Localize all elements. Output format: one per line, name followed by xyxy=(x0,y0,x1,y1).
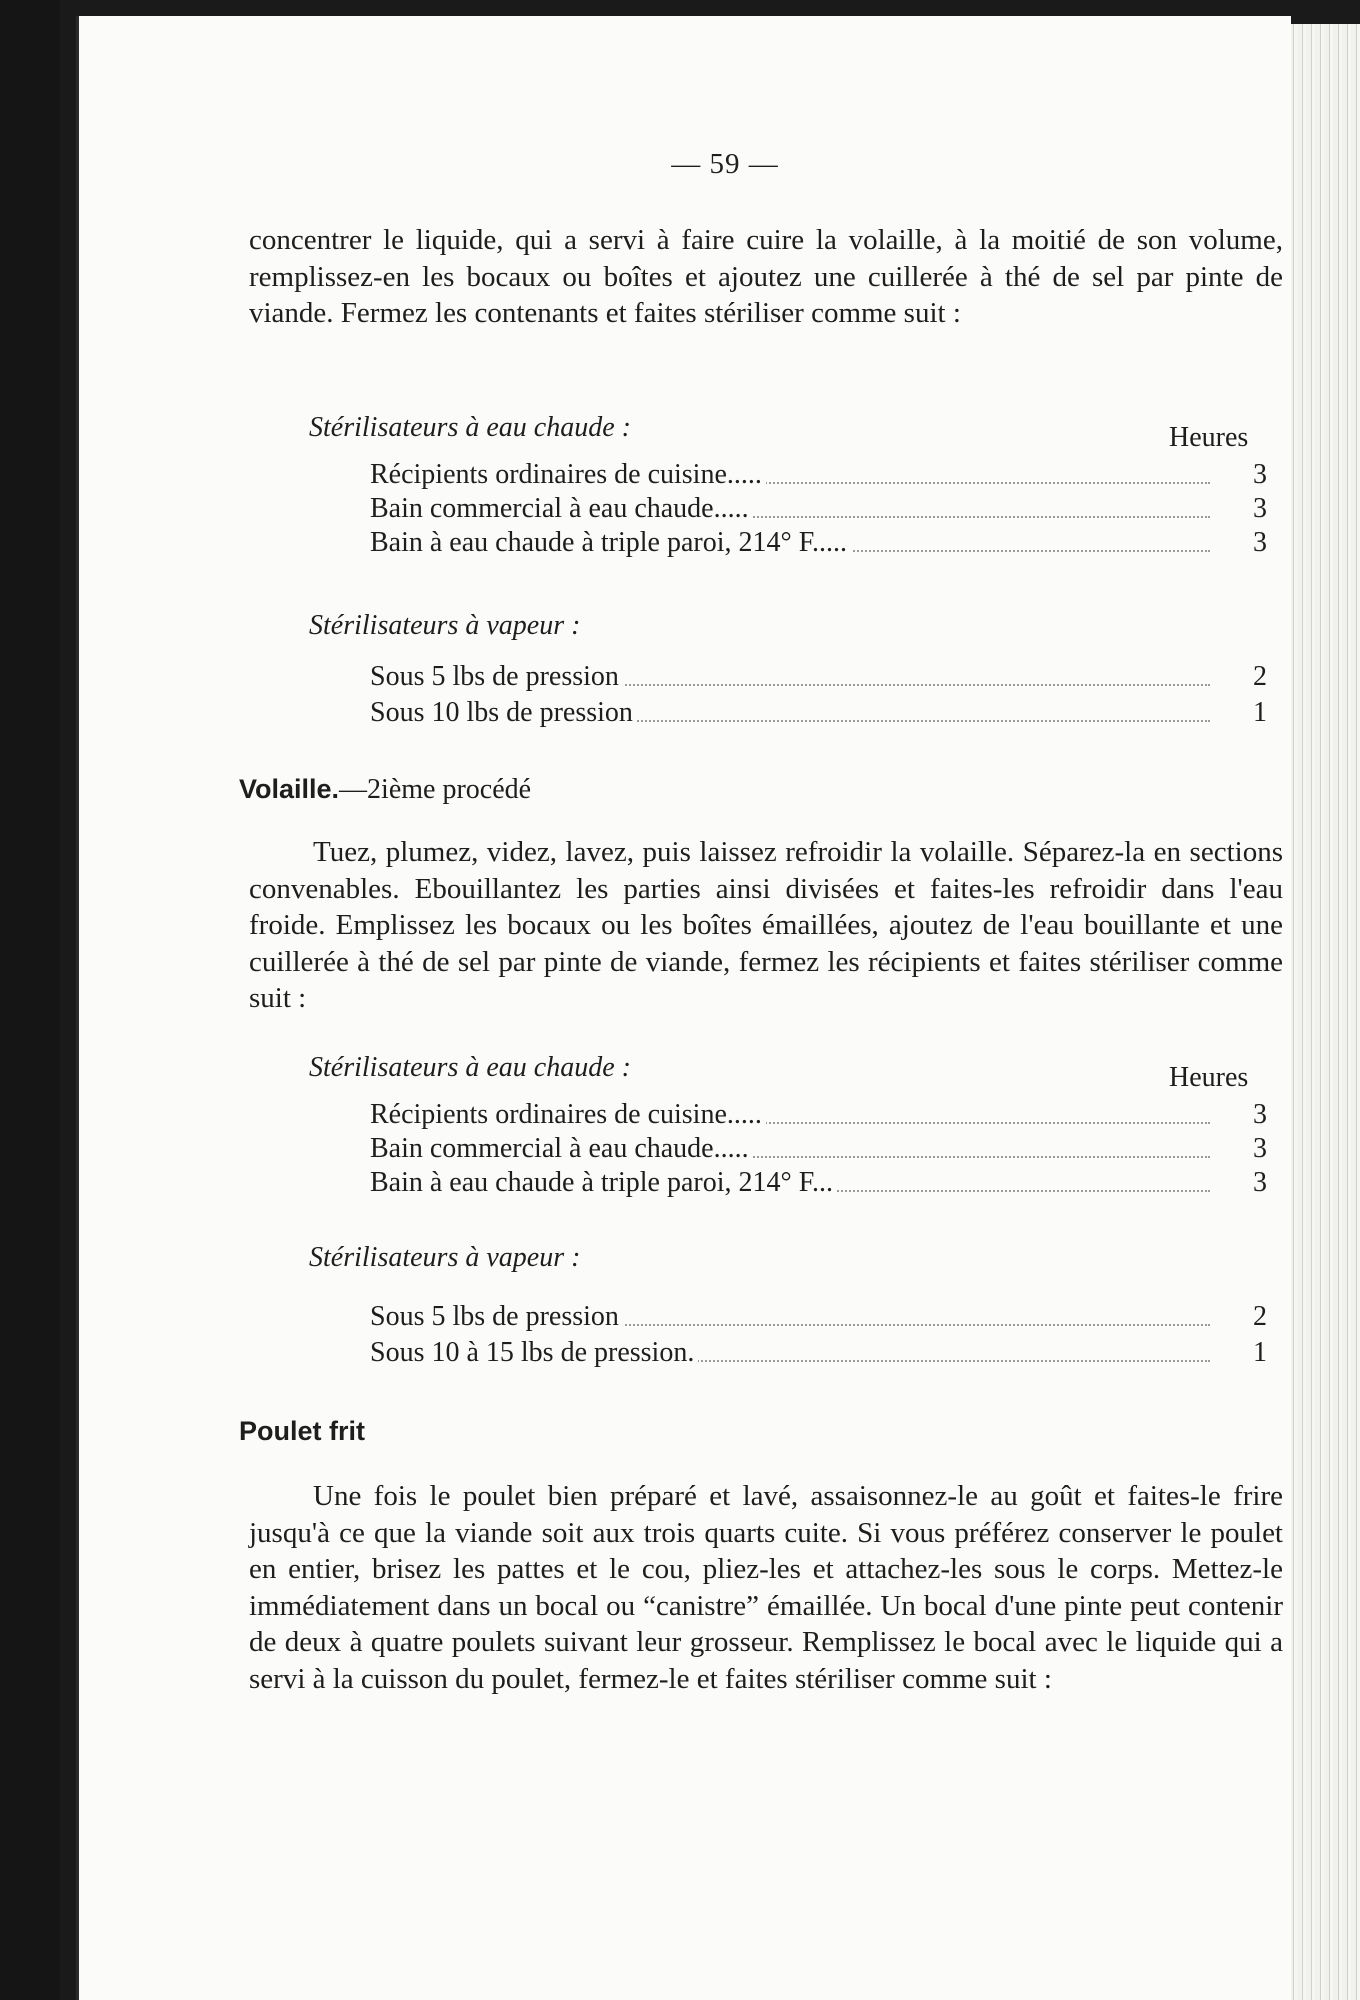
page-number: — 59 — xyxy=(671,148,779,180)
table-row xyxy=(370,1300,1280,1334)
section-subtitle: —2ième procédé xyxy=(339,774,532,805)
steam-heading-2: Stérilisateurs à vapeur : xyxy=(309,1242,581,1273)
row-label: Bain à eau chaude à triple paroi, 214° F..... xyxy=(370,526,851,560)
poulet-frit-paragraph xyxy=(249,1478,1283,1697)
section-title-volaille xyxy=(239,774,531,806)
row-hours: 2 xyxy=(1253,1301,1267,1332)
table-row xyxy=(370,1098,1280,1132)
page-stack-edges xyxy=(1288,0,1360,2000)
section-title-poulet-frit: Poulet frit xyxy=(239,1416,365,1446)
book-page xyxy=(76,16,1291,2000)
row-hours: 3 xyxy=(1253,527,1267,558)
row-hours: 1 xyxy=(1253,697,1267,728)
row-hours: 3 xyxy=(1253,1167,1267,1198)
table-row xyxy=(370,526,1280,560)
table-row xyxy=(370,696,1280,730)
row-hours: 3 xyxy=(1253,1099,1267,1130)
intro-paragraph: concentrer le liquide, qui a servi à faire cuire la volaille, à la moitié de son volume, remplissez-en les bocaux ou boîtes et ajoutez une cuillerée à thé de sel par pinte de viande. Fermez les contenants et faites stériliser comme suit : xyxy=(249,224,1283,329)
table-row xyxy=(370,660,1280,694)
volaille-paragraph xyxy=(249,834,1283,1017)
section-title-text: Volaille. xyxy=(239,774,340,804)
row-label: Récipients ordinaires de cuisine..... xyxy=(370,458,766,492)
row-label: Sous 10 à 15 lbs de pression. xyxy=(370,1336,698,1370)
row-hours: 2 xyxy=(1253,661,1267,692)
row-hours: 3 xyxy=(1253,493,1267,524)
row-label: Bain commercial à eau chaude..... xyxy=(370,1132,753,1166)
row-label: Sous 5 lbs de pression xyxy=(370,1300,623,1334)
volaille-paragraph-text: Tuez, plumez, videz, lavez, puis laissez refroidir la volaille. Séparez-la en sections convenables. Ebouillantez les parties ainsi divisées et faites-les refroidir dans l'eau froide. Emplissez les bocaux ou les boîtes émaillées, ajoutez de l'eau bouillante et une cuillerée à thé de sel par pinte de viande, fermez les récipients et faites stériliser comme suit : xyxy=(249,836,1283,1014)
table-row xyxy=(370,1166,1280,1200)
hours-heading-1: Heures xyxy=(1169,422,1249,453)
row-hours: 3 xyxy=(1253,459,1267,490)
hours-heading-2: Heures xyxy=(1169,1062,1249,1093)
book-binding-shadow xyxy=(0,0,60,2000)
row-label: Sous 10 lbs de pression xyxy=(370,696,637,730)
row-label: Récipients ordinaires de cuisine..... xyxy=(370,1098,766,1132)
table-row xyxy=(370,1336,1280,1370)
hot-water-heading-2: Stérilisateurs à eau chaude : xyxy=(309,1052,631,1083)
row-label: Sous 5 lbs de pression xyxy=(370,660,623,694)
table-row xyxy=(370,1132,1280,1166)
hot-water-heading-1: Stérilisateurs à eau chaude : xyxy=(309,412,631,443)
row-label: Bain commercial à eau chaude..... xyxy=(370,492,753,526)
row-hours: 3 xyxy=(1253,1133,1267,1164)
row-hours: 1 xyxy=(1253,1337,1267,1368)
page-stack-top-shadow xyxy=(1288,0,1360,24)
poulet-frit-paragraph-text: Une fois le poulet bien préparé et lavé, assaisonnez-le au goût et faites-le frire jusqu'à ce que la viande soit aux trois quarts cuite. Si vous préférez conserver le poulet en entier, brisez les pattes et le cou, pliez-les et attachez-les sous le corps. Mettez-le immédiatement dans un bocal ou “canistre” émaillée. Un bocal d'une pinte peut contenir de deux à quatre poulets suivant leur grosseur. Remplissez le bocal avec le liquide qui a servi à la cuisson du poulet, fermez-le et faites stériliser comme suit : xyxy=(249,1480,1283,1695)
table-row xyxy=(370,492,1280,526)
row-label: Bain à eau chaude à triple paroi, 214° F... xyxy=(370,1166,837,1200)
steam-heading-1: Stérilisateurs à vapeur : xyxy=(309,610,581,641)
table-row xyxy=(370,458,1280,492)
